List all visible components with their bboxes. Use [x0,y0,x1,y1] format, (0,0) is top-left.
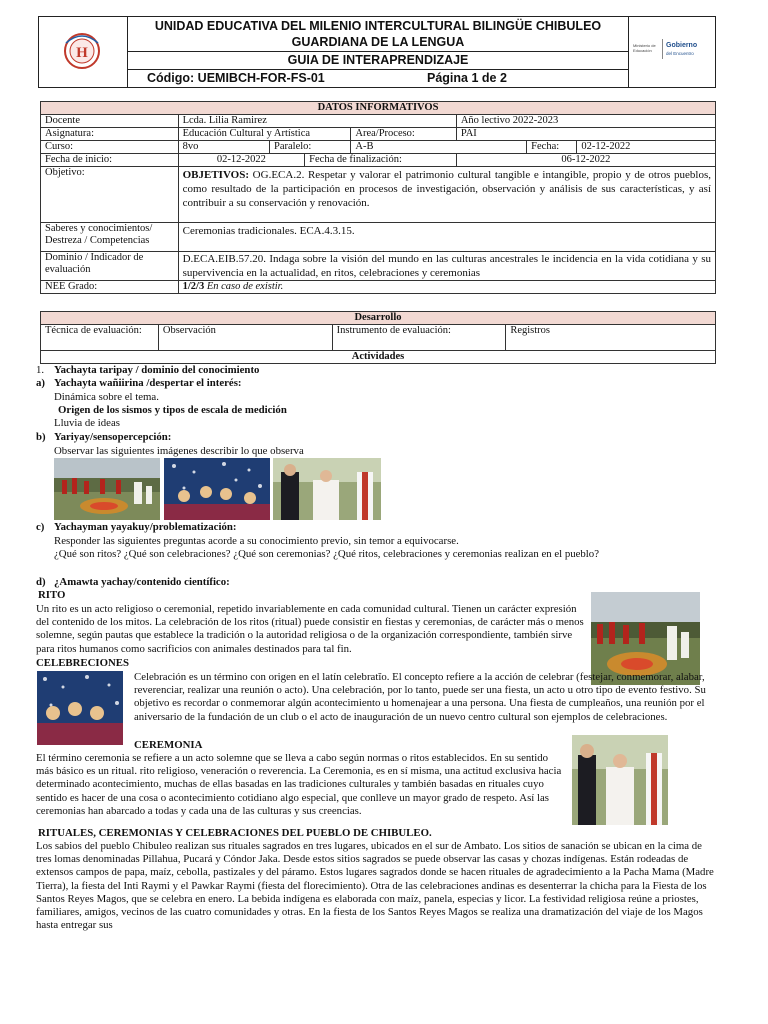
item-a-text-2: Lluvia de ideas [54,417,120,429]
instrumento-value: Registros [506,325,716,351]
item-a-text-1: Dinámica sobre el tema. [54,391,159,403]
paralelo-value: A-B [351,141,527,154]
nee-note: En caso de existir. [204,281,284,292]
tecnica-value: Observación [158,325,332,351]
government-sublabel: del Encuentro [666,51,694,56]
school-motto: GUARDIANA DE LA LENGUA [291,35,465,49]
item-a-subheading: Origen de los sismos y tipos de escala de medición [58,404,287,416]
instrumento-label: Instrumento de evaluación: [332,325,506,351]
tecnica-label: Técnica de evaluación: [41,325,159,351]
school-logo [39,17,128,87]
asignatura-label: Asignatura: [41,128,179,141]
inicio-value: 02-12-2022 [178,154,305,167]
desarrollo-title: Desarrollo [41,312,716,325]
rituales-paragraph: Los sabios del pueblo Chibuleo realizan sus rituales sagrados en tres lugares, ubicados en el sur de Ambato. Los sitios de sanación se ubican en la cima de tres lomas denominadas Pillahua, Pucará y Cóndor Jaka. Desde estos sitios sagrados se puede observar las casas y chozas indígenas. Están rodeadas de extensos campos de papa, maíz, cebolla, pastizales y del páramo. Estos lugares sagrados donde se hacen rituales de agradecimiento a la Pacha Mama (Madre Tierra), la fiesta del Inti Raymi y el Pawkar Raymi (fiesta del florecimiento). Otra de las celebraciones andinas es desenterrar la chicha para la Fiesta de los Santos Reyes Magos, que se celebra en enero. La bebida indígena es elaborada con maíz, panela, especias y licor. La festividad religiosa reúne a priostes, familiares, amigos, vecinos de las cuatro comunidades y otras. En la fiesta de los Santos Reyes Magos se realiza una dramatización del viaje de los Magos hasta entregar sus [36,840,714,932]
nee-cell [178,281,715,294]
government-label: Gobierno [666,42,698,49]
header-titles [127,17,629,87]
wedding-image-icon [273,458,381,520]
objetivo-cell [178,167,715,223]
saberes-label: Saberes y conocimientos/ Destreza / Competencias [41,223,179,252]
fecha-label: Fecha: [527,141,577,154]
item-c-text-1: Responder las siguientes preguntas acorde a su conocimiento previo, sin temor a equivocarse. [54,535,459,547]
school-name: UNIDAD EDUCATIVA DEL MILENIO INTERCULTURAL BILINGÜE CHIBULEO [154,19,602,33]
ministry-logo [628,17,715,87]
curso-value: 8vo [178,141,269,154]
item-c-label: c) [36,521,45,533]
finalizacion-value: 06-12-2022 [456,154,715,167]
item-b-heading: Yariyay/sensopercepción: [54,431,172,443]
item-a-heading: Yachayta wañiirina /despertar el interés: [54,377,242,389]
rituales-heading: RITUALES, CEREMONIAS Y CELEBRACIONES DEL PUEBLO DE CHIBULEO. [38,827,432,839]
saberes-value: Ceremonias tradicionales. ECA.4.3.15. [178,223,715,252]
item-c-heading: Yachayman yayakuy/problematización: [54,521,237,533]
ceremonia-heading: CEREMONIA [134,739,203,751]
celebraciones-heading: CELEBRECIONES [36,657,130,669]
anio-lectivo: Año lectivo 2022-2023 [456,115,715,128]
wedding-side-image-icon [572,735,668,825]
objetivo-heading: OBJETIVOS: [182,169,250,181]
desarrollo-table [40,311,716,364]
finalizacion-label: Fecha de finalización: [305,154,457,167]
asignatura-value: Educación Cultural y Artística [178,128,351,141]
nee-grade: 1/2/3 [182,281,205,292]
docente-value: Lcda. Lilia Ramirez [178,115,456,128]
area-value: PAI [456,128,715,141]
dominio-label: Dominio / Indicador de evaluación [41,252,179,281]
objetivo-label: Objetivo: [41,167,179,223]
celebraciones-side-photo [37,671,123,745]
ritual-image-icon [54,458,160,520]
celebraciones-paragraph: Celebración es un término con origen en el latín celebratĭo. El concepto refiere a la acción de celebrar (festejar, conmemorar, alabar, reverenciar, realizar una reunión o acto). Una celebración, por lo tanto, puede ser una fiesta, un acto u otro tipo de evento festivo. Su objetivo es recordar o conmemorar algún acontecimiento u homenajear a una persona. Una fiesta de cumpleaños, una reunión por el aniversario de la fundación de un club o el acto de inauguración de un nuevo centro cultural son ejemplos de celebraciones. [134,671,706,723]
item-b-label: b) [36,431,46,443]
dominio-value: D.ECA.EIB.57.20. Indaga sobre la visión del mundo en las culturas ancestrales le incidencia en la vida cotidiana y su supervivencia en la actualidad, en ritos, celebraciones y ceremonias [178,252,715,281]
fecha-value: 02-12-2022 [577,141,716,154]
item-1-number: 1. [36,364,45,376]
celebracion-photo [164,458,270,520]
ministry-label: Ministerio de Educación [633,43,656,53]
ceremonia-photo [273,458,381,520]
celebration-side-image-icon [37,671,123,745]
svg-text:H: H [76,45,88,61]
datos-informativos-table [40,101,716,294]
rito-photo [54,458,160,520]
item-d-heading: ¿Amawta yachay/contenido científico: [54,576,230,588]
nee-label: NEE Grado: [41,281,179,294]
objetivo-text: OG.ECA.2. Respetar y valorar el patrimonio cultural tangible e intangible, propio y de otros pueblos, como resultado de la participación en procesos de investigación, observación y análisis de sus características, y así contribuir a su conservación y renovación. [182,169,711,209]
rito-heading: RITO [38,589,66,601]
logo-divider [662,39,663,59]
item-c-text-2: ¿Qué son ritos? ¿Qué son celebraciones? ¿Qué son ceremonias? ¿Qué ritos, celebraciones y ceremonias realizan en el pueblo? [54,548,600,560]
document-code: Código: UEMIBCH-FOR-FS-01 [147,71,325,85]
paralelo-label: Paralelo: [270,141,351,154]
item-a-label: a) [36,377,45,389]
ceremonia-side-photo [572,735,668,825]
curso-label: Curso: [41,141,179,154]
ceremonia-paragraph: El término ceremonia se refiere a un acto solemne que se lleva a cabo según normas o ritos establecidos. En su sentido más básico es un ritual. rito religioso, veneración o reverencia. La Ceremonia, es en sí misma, una actitud exclusiva hacia determinado acontecimiento, muchas de ellas basadas en las tradiciones culturales y también basadas en rituales cuyo sentido es hacer de una cosa o acontecimiento cotidiano algo especial, que conlleve un mayor grado de respeto. Así las ceremonias han abarcado a todas y cada una de las culturas y sus creencias. [36,752,562,817]
document-header [38,16,716,88]
area-label: Area/Proceso: [351,128,456,141]
celebration-image-icon [164,458,270,520]
item-b-text: Observar las siguientes imágenes describir lo que observa [54,445,304,457]
rito-paragraph: Un rito es un acto religioso o ceremonial, repetido invariablemente en cada comunidad cultural. Tienen un carácter expresión del contenido de los mitos. La celebración de los ritos (ritual) puede consistir en fiestas y ceremonias, de carácter más o menos solemne, según pautas que establece la tradición o la autoridad religiosa o de la organización correspondiente, también sirve para ritos humanos como sacrificios con animales destinados para tal fin. [36,603,584,655]
inicio-label: Fecha de inicio: [41,154,179,167]
school-emblem-icon [39,17,127,87]
docente-label: Docente [41,115,179,128]
document-type: GUIA DE INTERAPRENDIZAJE [287,53,469,67]
page-number: Página 1 de 2 [427,71,507,85]
item-1-heading: Yachayta taripay / dominio del conocimiento [54,364,260,376]
actividades-title: Actividades [41,351,716,364]
item-d-label: d) [36,576,46,588]
datos-title: DATOS INFORMATIVOS [41,102,716,115]
